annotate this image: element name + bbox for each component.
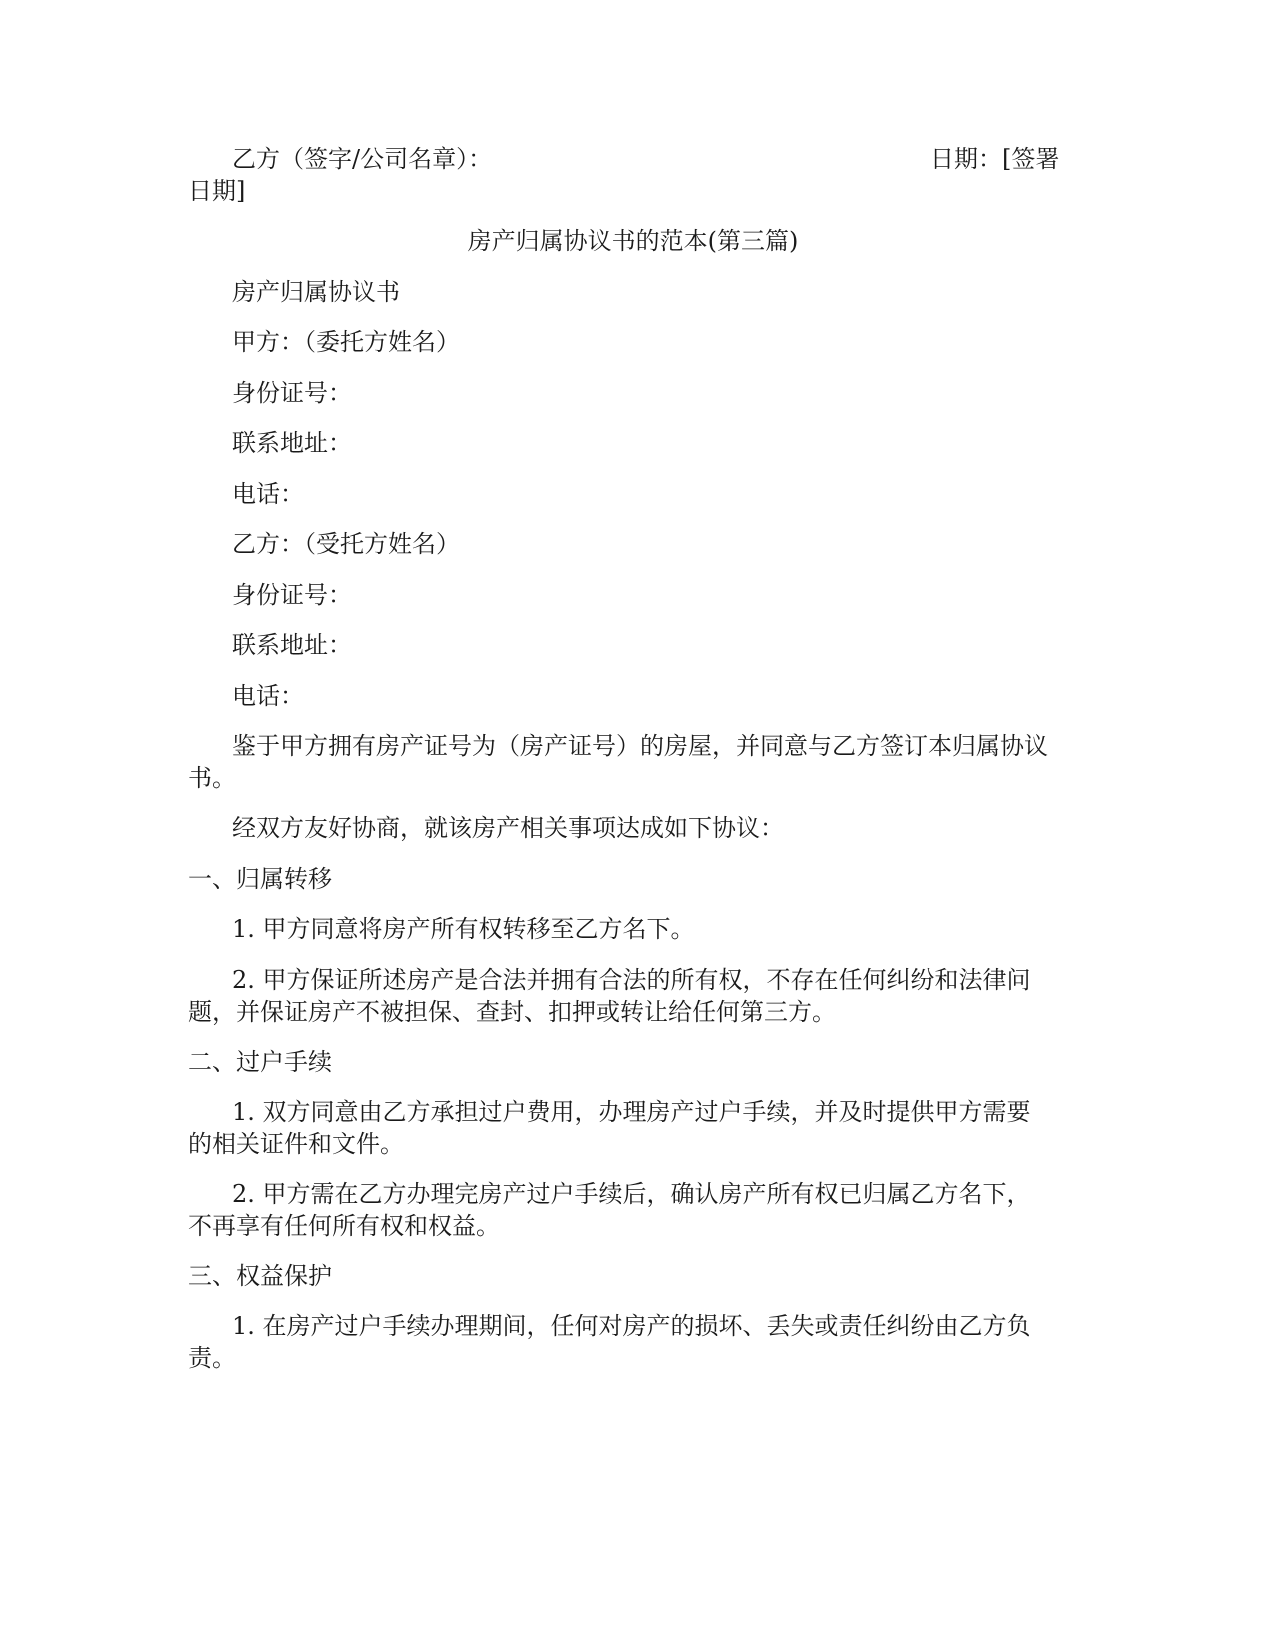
procedures-clause-1-line-1: 1. 双方同意由乙方承担过户费用，办理房产过户手续，并及时提供甲方需要 (232, 1098, 1031, 1126)
section-heading-protection: 三、权益保护 (188, 1262, 332, 1290)
party-b-phone-field: 电话： (232, 682, 304, 710)
procedures-clause-1-line-2: 的相关证件和文件。 (188, 1130, 404, 1158)
party-b-id-field: 身份证号： (232, 581, 352, 609)
protection-clause-1-line-1: 1. 在房产过户手续办理期间，任何对房产的损坏、丢失或责任纠纷由乙方负 (232, 1312, 1031, 1340)
procedures-clause-2-line-2: 不再享有任何所有权和权益。 (188, 1212, 500, 1240)
signature-date-label: 日期：[签署 (930, 145, 1060, 173)
section-heading-transfer: 一、归属转移 (188, 865, 332, 893)
document-section-title: 房产归属协议书的范本(第三篇) (467, 227, 799, 255)
party-a-address-field: 联系地址： (232, 429, 352, 457)
preamble-line-2: 书。 (188, 764, 236, 792)
preamble-line-1: 鉴于甲方拥有房产证号为（房产证号）的房屋，并同意与乙方签订本归属协议 (232, 732, 1048, 760)
protection-clause-1-line-2: 责。 (188, 1344, 236, 1372)
party-a-label: 甲方：（委托方姓名） (232, 328, 460, 356)
procedures-clause-2-line-1: 2. 甲方需在乙方办理完房产过户手续后，确认房产所有权已归属乙方名下， (232, 1180, 1031, 1208)
party-b-label: 乙方：（受托方姓名） (232, 530, 460, 558)
transfer-clause-2-line-2: 题，并保证房产不被担保、查封、扣押或转让给任何第三方。 (188, 998, 836, 1026)
party-a-phone-field: 电话： (232, 480, 304, 508)
transfer-clause-1: 1. 甲方同意将房产所有权转移至乙方名下。 (232, 915, 695, 943)
transfer-clause-2-line-1: 2. 甲方保证所述房产是合法并拥有合法的所有权，不存在任何纠纷和法律问 (232, 966, 1031, 994)
section-heading-procedures: 二、过户手续 (188, 1048, 332, 1076)
agreement-title: 房产归属协议书 (232, 278, 400, 306)
party-b-signature-line: 乙方（签字/公司名章）： (232, 145, 493, 173)
party-b-address-field: 联系地址： (232, 631, 352, 659)
signature-date-continuation: 日期] (188, 177, 246, 205)
party-a-id-field: 身份证号： (232, 379, 352, 407)
preamble-agreement-intro: 经双方友好协商，就该房产相关事项达成如下协议： (232, 814, 784, 842)
